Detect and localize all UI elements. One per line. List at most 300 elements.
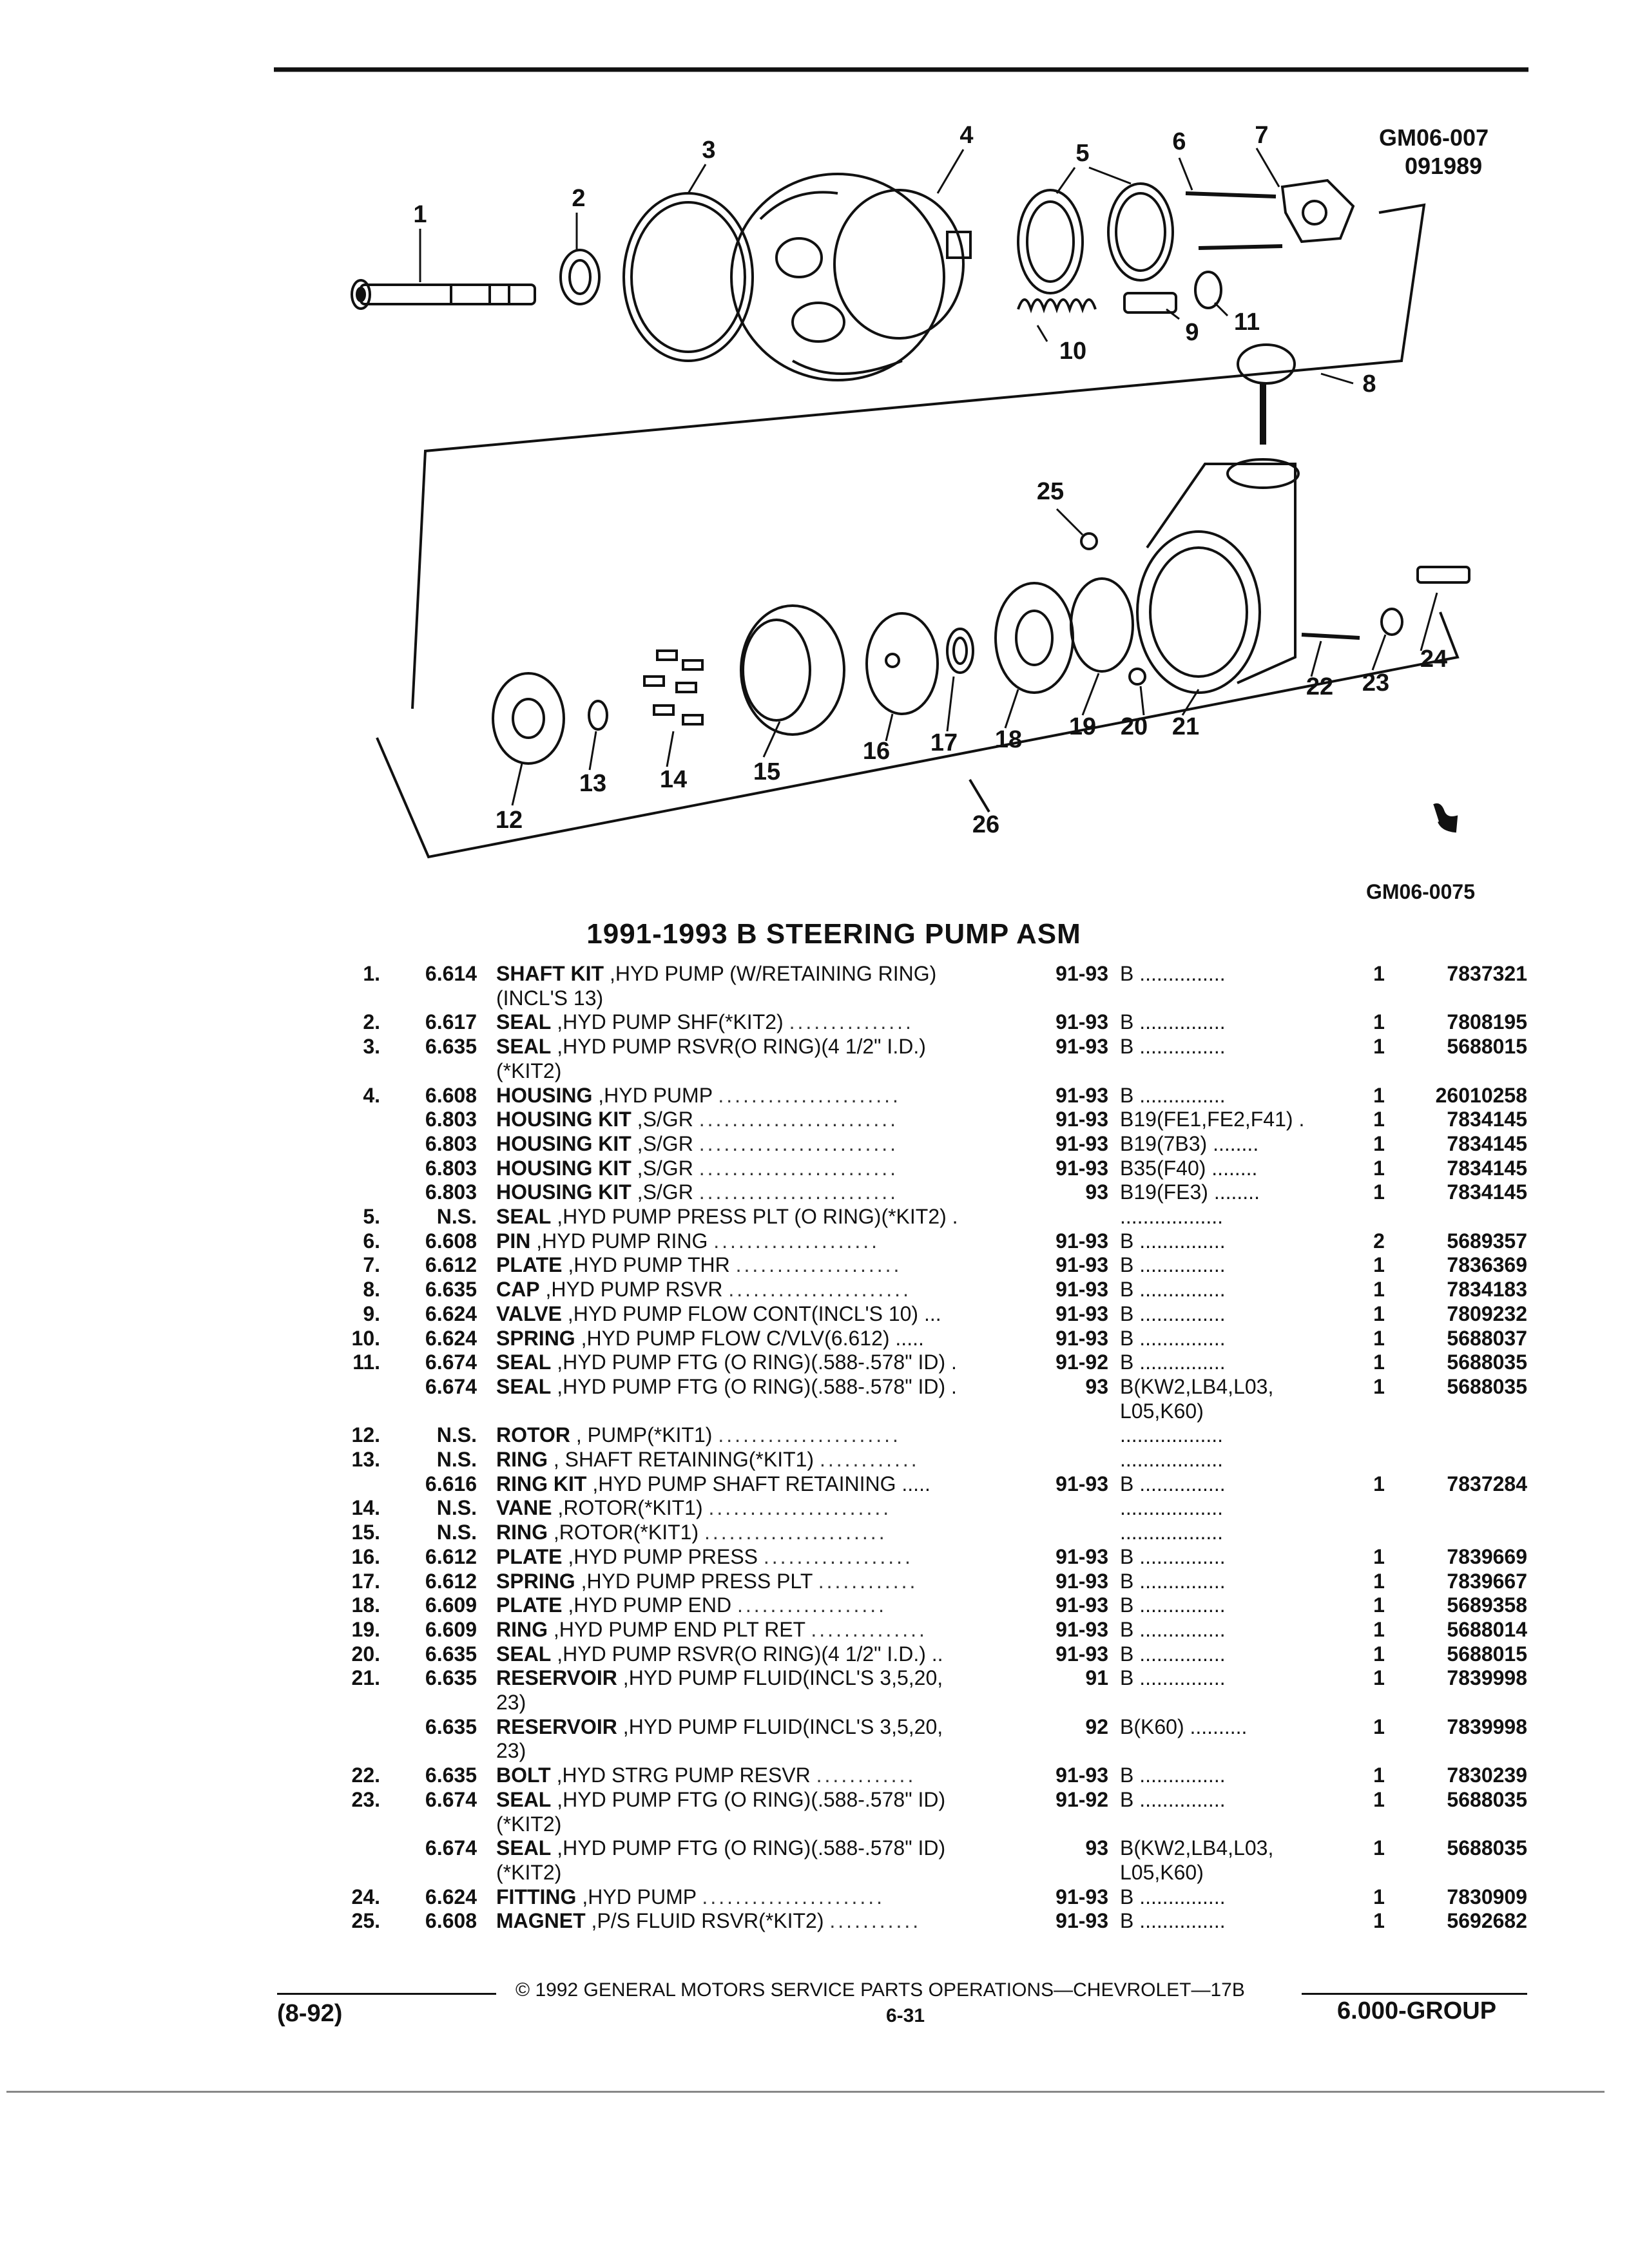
leader-dots: ............: [818, 1569, 918, 1593]
models: B ...............: [1120, 1544, 1226, 1568]
description: [496, 1642, 1012, 1666]
callout-7: 7: [1255, 122, 1269, 149]
models: B ...............: [1120, 1010, 1226, 1034]
part-detail: ,HYD PUMP RSVR(O RING)(4 1/2" I.D.) ..: [557, 1642, 943, 1666]
row-number: 1.: [363, 962, 380, 985]
part-detail: ,S/GR: [637, 1108, 693, 1131]
row-number: 11.: [352, 1350, 380, 1374]
model-years: 91-93: [1055, 1010, 1108, 1034]
part-name: RING: [496, 1521, 548, 1544]
description-continuation: 23): [496, 1691, 526, 1714]
part-name: SEAL: [496, 1035, 552, 1059]
models: B(KW2,LB4,L03,: [1120, 1836, 1274, 1860]
model-years: 91-92: [1055, 1350, 1108, 1374]
part-name: MAGNET: [496, 1909, 586, 1933]
description: [496, 1715, 1012, 1739]
quantity: 1: [1373, 1374, 1385, 1398]
description: [496, 1156, 1012, 1180]
description: [496, 1180, 1012, 1204]
quantity: 1: [1373, 1569, 1385, 1593]
parts-row: [0, 1277, 1629, 1302]
part-detail: ,ROTOR(*KIT1): [553, 1521, 699, 1544]
row-number: 21.: [351, 1666, 380, 1690]
row-number: 3.: [363, 1035, 380, 1059]
description: [496, 1593, 1012, 1617]
parts-row: [0, 1034, 1629, 1059]
description: [496, 1569, 1012, 1593]
group-number: 6.803: [425, 1180, 477, 1204]
part-seal-20: [1130, 669, 1145, 684]
models: B35(F40) ........: [1120, 1156, 1258, 1180]
group-number: 6.617: [425, 1010, 477, 1034]
group-number: 6.803: [425, 1156, 477, 1180]
callout-8: 8: [1362, 370, 1376, 398]
row-number: 15.: [351, 1521, 380, 1544]
description-continuation: 23): [496, 1739, 526, 1763]
group-number: 6.803: [425, 1131, 477, 1155]
leader-dots: ....................: [735, 1253, 902, 1277]
models: ..................: [1120, 1448, 1224, 1471]
model-years: 91-93: [1055, 1642, 1108, 1666]
group-number: N.S.: [436, 1496, 477, 1520]
quantity: 1: [1373, 1763, 1385, 1787]
row-number: 2.: [363, 1010, 380, 1034]
description-continuation: (*KIT2): [496, 1059, 562, 1082]
part-magnet-25: [1081, 533, 1097, 549]
part-name: FITTING: [496, 1885, 577, 1908]
part-detail: ,HYD PUMP FTG (O RING)(.588-.578" ID): [557, 1836, 946, 1860]
part-detail: ,HYD PUMP FTG (O RING)(.588-.578" ID): [557, 1787, 946, 1811]
part-number: 7839667: [1447, 1569, 1527, 1593]
part-number: 7839998: [1447, 1715, 1527, 1738]
part-detail: , PUMP(*KIT1): [575, 1423, 713, 1447]
model-years: 91-93: [1055, 1472, 1108, 1495]
part-oring-3: [624, 193, 753, 361]
models: B ...............: [1120, 1302, 1226, 1325]
part-pin-6b: [1199, 246, 1282, 248]
description: [496, 1204, 1012, 1229]
description: [496, 1374, 1012, 1399]
description: [496, 1107, 1012, 1131]
quantity: 1: [1373, 1715, 1385, 1738]
part-detail: ,HYD PUMP END PLT RET: [553, 1617, 805, 1641]
callout-17: 17: [930, 729, 958, 756]
models: ..................: [1120, 1423, 1224, 1447]
part-number: 5688014: [1447, 1617, 1527, 1641]
part-detail: ,HYD PUMP THR: [568, 1253, 730, 1277]
parts-row: [0, 1374, 1629, 1399]
quantity: 1: [1373, 1885, 1385, 1908]
hook-symbol: [1434, 805, 1456, 831]
part-name: SEAL: [496, 1836, 552, 1860]
part-number: 5688015: [1447, 1035, 1527, 1059]
part-name: PLATE: [496, 1544, 563, 1568]
diagram-ref-code-bottom: GM06-0075: [1366, 880, 1475, 903]
part-spring-17: [947, 629, 973, 673]
callout-3: 3: [702, 137, 716, 164]
part-detail: ,HYD PUMP (W/RETAINING RING): [609, 962, 937, 985]
parts-row: [0, 1787, 1629, 1812]
models: B ...............: [1120, 1909, 1226, 1933]
quantity: 1: [1373, 1108, 1385, 1131]
footer-rule-left: [277, 1993, 496, 1995]
parts-row: [0, 1229, 1629, 1253]
part-name: SEAL: [496, 1010, 552, 1034]
group-number: 6.612: [425, 1544, 477, 1568]
part-name: RING KIT: [496, 1472, 587, 1495]
parts-row: [0, 1156, 1629, 1180]
part-name: SEAL: [496, 1205, 552, 1228]
part-detail: ,HYD PUMP FTG (O RING)(.588-.578" ID) .: [557, 1350, 957, 1374]
part-detail: ,HYD PUMP FLOW CONT(INCL'S 10) ...: [567, 1302, 941, 1325]
model-years: 91-93: [1055, 1763, 1108, 1787]
quantity: 1: [1373, 1278, 1385, 1302]
part-detail: ,HYD PUMP RSVR: [545, 1278, 723, 1302]
leader-dots: ..................: [737, 1593, 887, 1617]
part-number: 5689358: [1447, 1593, 1527, 1617]
callout-21: 21: [1171, 713, 1200, 740]
part-number: 5688035: [1447, 1836, 1527, 1860]
part-detail: ,HYD PUMP: [598, 1083, 713, 1107]
model-years: 91-93: [1055, 1278, 1108, 1302]
models: B ...............: [1120, 1617, 1226, 1641]
parts-row: [0, 1617, 1629, 1642]
row-number: 14.: [351, 1496, 380, 1520]
callout-9: 9: [1185, 319, 1199, 346]
description: [496, 1885, 1012, 1909]
models: B ...............: [1120, 1593, 1226, 1617]
part-oring-11: [1195, 272, 1221, 308]
parts-row: [0, 1083, 1629, 1108]
group-number: 6.635: [425, 1035, 477, 1059]
parts-row: [0, 1472, 1629, 1496]
models: ..................: [1120, 1521, 1224, 1544]
quantity: 1: [1373, 1156, 1385, 1180]
models: B19(FE1,FE2,F41) .: [1120, 1108, 1305, 1131]
part-number: 7809232: [1447, 1302, 1527, 1325]
quantity: 1: [1373, 1131, 1385, 1155]
parts-row: [0, 1423, 1629, 1447]
row-number: 23.: [351, 1787, 380, 1811]
row-number: 13.: [351, 1448, 380, 1471]
quantity: 1: [1373, 1836, 1385, 1860]
part-name: BOLT: [496, 1763, 551, 1787]
parts-row: [0, 1495, 1629, 1520]
model-years: 91-93: [1055, 1885, 1108, 1908]
group-number: 6.674: [425, 1787, 477, 1811]
parts-row: [0, 1302, 1629, 1326]
model-years: 91-93: [1055, 1593, 1108, 1617]
part-name: PIN: [496, 1229, 531, 1253]
parts-row: [0, 1131, 1629, 1156]
part-name: SHAFT KIT: [496, 962, 604, 985]
part-number: 26010258: [1435, 1083, 1527, 1107]
part-name: ROTOR: [496, 1423, 570, 1447]
quantity: 1: [1373, 1180, 1385, 1204]
leader-dots: ...............: [789, 1010, 914, 1034]
footer-page-number: 6-31: [886, 2005, 925, 2026]
model-years: 91-93: [1055, 1326, 1108, 1350]
part-detail: ,HYD STRG PUMP RESVR: [556, 1763, 811, 1787]
quantity: 1: [1373, 1617, 1385, 1641]
group-number: 6.624: [425, 1302, 477, 1325]
description: [496, 1350, 1012, 1374]
models-continuation: L05,K60): [1120, 1860, 1204, 1884]
quantity: 1: [1373, 1909, 1385, 1933]
models: B ...............: [1120, 962, 1226, 985]
callout-26: 26: [972, 811, 1000, 838]
models-continuation: L05,K60): [1120, 1399, 1204, 1423]
description: [496, 1520, 1012, 1544]
models: B ...............: [1120, 1278, 1226, 1302]
part-detail: ,HYD PUMP: [582, 1885, 697, 1908]
parts-row: [0, 1010, 1629, 1034]
callout-11: 11: [1233, 309, 1260, 336]
leader-dots: ..................: [763, 1544, 913, 1568]
part-name: RING: [496, 1617, 548, 1641]
part-number: 7839669: [1447, 1544, 1527, 1568]
description-continuation: (INCL'S 13): [496, 986, 604, 1010]
leader-dots: ......................: [718, 1423, 901, 1447]
group-number: 6.608: [425, 1909, 477, 1933]
group-number: N.S.: [436, 1521, 477, 1544]
parts-row: [0, 1107, 1629, 1131]
row-number: 25.: [351, 1909, 380, 1933]
leader-dots: ........................: [699, 1131, 899, 1155]
group-number: 6.635: [425, 1715, 477, 1738]
callout-13: 13: [579, 770, 607, 797]
footer-rule-right: [1302, 1993, 1527, 1995]
models: B ...............: [1120, 1666, 1226, 1690]
footer-group: 6.000-GROUP: [1337, 1997, 1497, 2024]
group-number: 6.609: [425, 1593, 477, 1617]
part-detail: ,ROTOR(*KIT1): [557, 1496, 703, 1520]
leader-lines: [420, 148, 1437, 805]
description: [496, 1836, 1012, 1860]
leader-dots: ........................: [699, 1156, 899, 1180]
bottom-rule: [6, 2091, 1605, 2093]
part-oring-23: [1382, 609, 1402, 635]
quantity: 1: [1373, 1472, 1385, 1495]
description: [496, 1544, 1012, 1569]
group-number: 6.608: [425, 1229, 477, 1253]
part-number: 7837284: [1447, 1472, 1527, 1495]
model-years: 93: [1085, 1374, 1108, 1398]
part-name: PLATE: [496, 1253, 563, 1277]
description: [496, 1787, 1012, 1812]
part-number: 5688035: [1447, 1350, 1527, 1374]
part-number: 7839998: [1447, 1666, 1527, 1690]
part-number: 5688015: [1447, 1642, 1527, 1666]
upper-bracket: [412, 205, 1424, 709]
part-detail: ,HYD PUMP SHF(*KIT2): [557, 1010, 784, 1034]
parts-row: [0, 1180, 1629, 1204]
row-number: 22.: [351, 1763, 380, 1787]
callout-23: 23: [1362, 669, 1390, 697]
models: B19(FE3) ........: [1120, 1180, 1260, 1204]
callout-16: 16: [862, 738, 891, 765]
part-name: VALVE: [496, 1302, 562, 1325]
part-ring-19: [1071, 579, 1133, 671]
callout-10: 10: [1059, 338, 1087, 365]
quantity: 1: [1373, 1326, 1385, 1350]
leader-dots: ......................: [728, 1278, 911, 1302]
part-detail: ,HYD PUMP PRESS PLT (O RING)(*KIT2) .: [557, 1205, 958, 1228]
part-housing: [731, 174, 970, 380]
row-number: 10.: [351, 1326, 380, 1350]
group-number: 6.624: [425, 1885, 477, 1908]
quantity: 1: [1373, 1593, 1385, 1617]
row-number: 16.: [351, 1544, 380, 1568]
description: [496, 1010, 1012, 1034]
leader-dots: ......................: [718, 1083, 901, 1107]
callout-12: 12: [495, 807, 523, 834]
part-number: 7836369: [1447, 1253, 1527, 1277]
part-number: 7834145: [1447, 1108, 1527, 1131]
model-years: 91-93: [1055, 1229, 1108, 1253]
part-name: HOUSING: [496, 1083, 593, 1107]
parts-row: [0, 961, 1629, 986]
part-name: SPRING: [496, 1569, 575, 1593]
part-name: VANE: [496, 1496, 552, 1520]
part-name: HOUSING KIT: [496, 1156, 631, 1180]
leader-dots: ......................: [708, 1496, 892, 1520]
models: B ...............: [1120, 1885, 1226, 1908]
group-number: 6.616: [425, 1472, 477, 1495]
row-number: 24.: [351, 1885, 380, 1908]
part-name: PLATE: [496, 1593, 563, 1617]
part-name: HOUSING KIT: [496, 1131, 631, 1155]
row-number: 7.: [363, 1253, 380, 1277]
description: [496, 1131, 1012, 1156]
part-detail: ,HYD PUMP RING: [536, 1229, 708, 1253]
quantity: 1: [1373, 1083, 1385, 1107]
part-name: HOUSING KIT: [496, 1180, 631, 1204]
quantity: 1: [1373, 962, 1385, 985]
leader-dots: ...........: [829, 1909, 921, 1933]
quantity: 1: [1373, 1350, 1385, 1374]
model-years: 93: [1085, 1836, 1108, 1860]
parts-row: [0, 1836, 1629, 1860]
description-continuation: (*KIT2): [496, 1860, 562, 1884]
part-detail: ,HYD PUMP FLOW C/VLV(6.612) .....: [581, 1326, 924, 1350]
part-number: 5688035: [1447, 1787, 1527, 1811]
part-number: 7830239: [1447, 1763, 1527, 1787]
description: [496, 1472, 1012, 1496]
part-number: 5692682: [1447, 1909, 1527, 1933]
part-name: RESERVOIR: [496, 1715, 617, 1738]
group-number: 6.635: [425, 1666, 477, 1690]
row-number: 17.: [351, 1569, 380, 1593]
part-reservoir-21: [1137, 459, 1298, 693]
models: B ...............: [1120, 1472, 1226, 1495]
part-name: RING: [496, 1448, 548, 1471]
models: B(KW2,LB4,L03,: [1120, 1374, 1274, 1398]
description: [496, 961, 1012, 986]
models: B ...............: [1120, 1642, 1226, 1666]
model-years: 91-92: [1055, 1787, 1108, 1811]
row-number: 20.: [351, 1642, 380, 1666]
group-number: 6.614: [425, 962, 477, 985]
callout-4: 4: [959, 122, 974, 149]
part-seal-5b: [1108, 184, 1173, 280]
quantity: 1: [1373, 1253, 1385, 1277]
row-number: 8.: [363, 1278, 380, 1302]
row-number: 18.: [351, 1593, 380, 1617]
description: [496, 1302, 1012, 1326]
part-detail: ,HYD PUMP RSVR(O RING)(4 1/2" I.D.): [557, 1035, 926, 1059]
part-fitting-24: [1418, 567, 1469, 582]
part-detail: ,S/GR: [637, 1131, 693, 1155]
models: B ...............: [1120, 1083, 1226, 1107]
description: [496, 1034, 1012, 1059]
leader-dots: ........................: [699, 1180, 899, 1204]
footer-date-code: (8-92): [277, 2000, 343, 2027]
model-years: 93: [1085, 1180, 1108, 1204]
group-number: N.S.: [436, 1448, 477, 1471]
model-years: 91-93: [1055, 1253, 1108, 1277]
row-number: 6.: [363, 1229, 380, 1253]
description: [496, 1277, 1012, 1302]
models: B ...............: [1120, 1035, 1226, 1059]
part-spring-10: [1018, 300, 1095, 309]
part-detail: ,HYD PUMP PRESS: [568, 1544, 758, 1568]
group-number: 6.674: [425, 1374, 477, 1398]
group-number: 6.674: [425, 1350, 477, 1374]
model-years: 92: [1085, 1715, 1108, 1738]
callout-6: 6: [1172, 128, 1186, 155]
part-detail: ,S/GR: [637, 1156, 693, 1180]
leader-dots: ....................: [713, 1229, 880, 1253]
quantity: 1: [1373, 1035, 1385, 1059]
callout-24: 24: [1420, 646, 1448, 673]
part-name: CAP: [496, 1278, 540, 1302]
description: [496, 1617, 1012, 1642]
callout-25: 25: [1036, 478, 1065, 505]
description: [496, 1666, 1012, 1690]
model-years: 91-93: [1055, 1909, 1108, 1933]
row-number: 4.: [363, 1083, 380, 1107]
part-number: 5688037: [1447, 1326, 1527, 1350]
diagram-ref-code-2: 091989: [1405, 153, 1483, 179]
quantity: 1: [1373, 1787, 1385, 1811]
part-detail: ,HYD PUMP FTG (O RING)(.588-.578" ID) .: [557, 1374, 957, 1398]
parts-row: [0, 1715, 1629, 1739]
models: B ...............: [1120, 1569, 1226, 1593]
model-years: 91-93: [1055, 962, 1108, 985]
part-name: SEAL: [496, 1374, 552, 1398]
callout-2: 2: [572, 185, 586, 212]
part-number: 7830909: [1447, 1885, 1527, 1908]
parts-row: [0, 1253, 1629, 1277]
part-name: SEAL: [496, 1787, 552, 1811]
parts-row: [0, 1885, 1629, 1909]
part-name: HOUSING KIT: [496, 1108, 631, 1131]
callout-14: 14: [659, 766, 688, 793]
callout-15: 15: [753, 758, 781, 785]
parts-row: [0, 1447, 1629, 1472]
part-number: 7837321: [1447, 962, 1527, 985]
part-number: 7834183: [1447, 1278, 1527, 1302]
model-years: 91-93: [1055, 1156, 1108, 1180]
description: [496, 1326, 1012, 1350]
quantity: 1: [1373, 1544, 1385, 1568]
parts-row: [0, 1204, 1629, 1229]
callout-22: 22: [1306, 673, 1334, 700]
parts-row: [0, 1326, 1629, 1350]
description: [496, 1763, 1012, 1787]
models: B ...............: [1120, 1253, 1226, 1277]
